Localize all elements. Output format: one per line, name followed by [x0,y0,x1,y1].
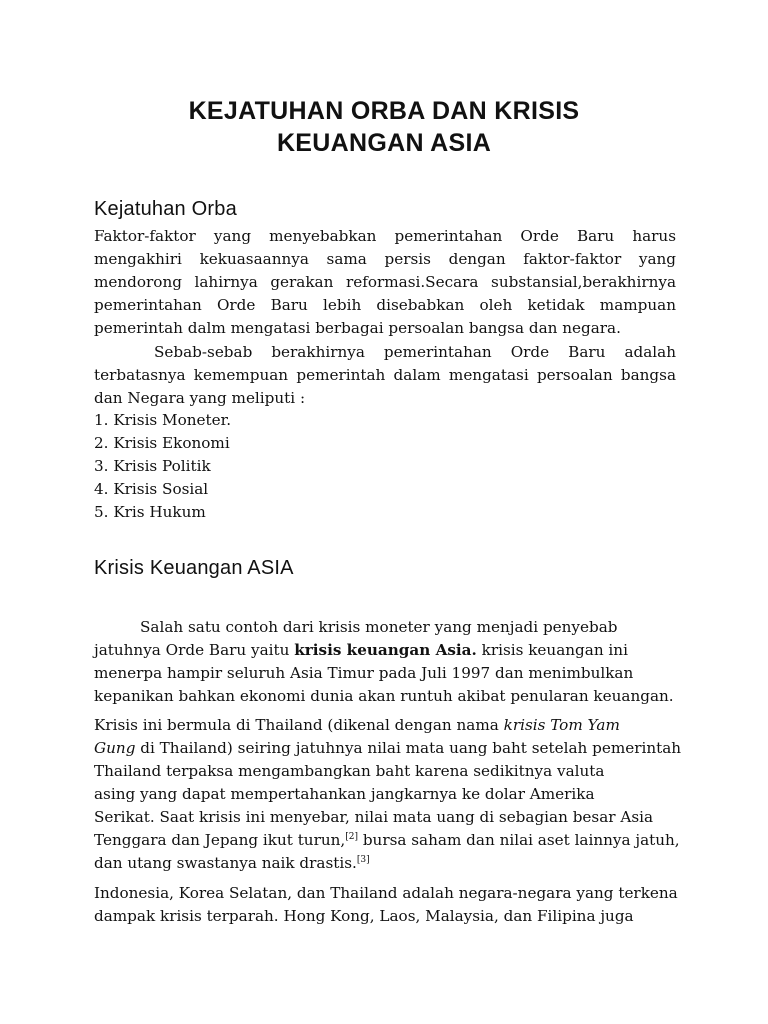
paragraph-4-line [94,737,694,760]
footnote-ref-3[interactable]: [3] [356,855,370,865]
paragraph-5-line: dampak krisis terparah. Hong Kong, Laos, Malaysia, dan Filipina juga [94,907,634,925]
paragraph-3-line: menerpa hampir seluruh Asia Timur pada Juli 1997 dan menimbulkan [94,664,634,682]
section-heading-kejatuhan-orba: Kejatuhan Orba [94,198,237,220]
italic-term: Gung [94,739,136,757]
paragraph-4-line: Serikat. Saat krisis ini menyebar, nilai mata uang di sebagian besar Asia [94,808,654,826]
page-title [0,95,768,159]
crisis-list [94,409,231,524]
bold-term: krisis keuangan Asia. [294,641,477,659]
paragraph-4-line [94,852,694,875]
list-item: 3. Krisis Politik [94,457,211,475]
list-item: 2. Krisis Ekonomi [94,434,230,452]
paragraph-4 [94,714,694,875]
paragraph-3-line: Salah satu contoh dari krisis moneter yang menjadi penyebab [140,618,618,636]
paragraph-4-line: asing yang dapat mempertahankan jangkarnya ke dolar Amerika [94,785,595,803]
text-run: bursa saham dan nilai aset lainnya jatuh, [358,831,680,849]
paragraph-4-line: Thailand terpaksa mengambangkan baht karena sedikitnya valuta [94,762,605,780]
paragraph-3-line: kepanikan bahkan ekonomi dunia akan runtuh akibat penularan keuangan. [94,687,674,705]
list-item: 4. Krisis Sosial [94,480,209,498]
paragraph-3-line [94,639,694,662]
text-run: di Thailand) seiring jatuhnya nilai mata uang baht setelah pemerintah [135,739,682,757]
title-line-1: KEJATUHAN ORBA DAN KRISIS [188,97,580,125]
section-heading-krisis-keuangan-asia: Krisis Keuangan ASIA [94,557,294,579]
list-item: 1. Krisis Moneter. [94,411,232,429]
paragraph-1: Faktor-faktor yang menyebabkan pemerintahan Orde Baru harus mengakhiri kekuasaannya sama persis dengan faktor-faktor yang mendorong lahirnya gerakan reformasi.Secara substansial,berakhirnya pemerintahan Orde Baru lebih disebabkan oleh ketidak mampuan pemerintah dalm mengatasi berbagai persoalan bangsa dan negara. [94,227,676,337]
paragraph-2: Sebab-sebab berakhirnya pemerintahan Orde Baru adalah terbatasnya kemempuan pemerintah dalam mengatasi persoalan bangsa dan Negara yang meliputi : [94,343,676,407]
footnote-ref-2[interactable]: [2] [345,832,358,842]
text-run: krisis keuangan ini [476,641,628,659]
text-run: dan utang swastanya naik drastis. [94,854,357,872]
italic-term: krisis Tom Yam [503,716,620,734]
text-run: jatuhnya Orde Baru yaitu [94,641,295,659]
title-line-2: KEUANGAN ASIA [276,129,492,157]
text-run: Tenggara dan Jepang ikut turun, [94,831,346,849]
paragraph-5 [94,882,694,928]
paragraph-5-line: Indonesia, Korea Selatan, dan Thailand adalah negara-negara yang terkena [94,884,678,902]
text-run: Krisis ini bermula di Thailand (dikenal dengan nama [94,716,504,734]
paragraph-4-line [94,714,694,737]
paragraph-3 [94,616,694,708]
list-item: 5. Kris Hukum [94,503,206,521]
paragraph-4-line [94,829,694,852]
